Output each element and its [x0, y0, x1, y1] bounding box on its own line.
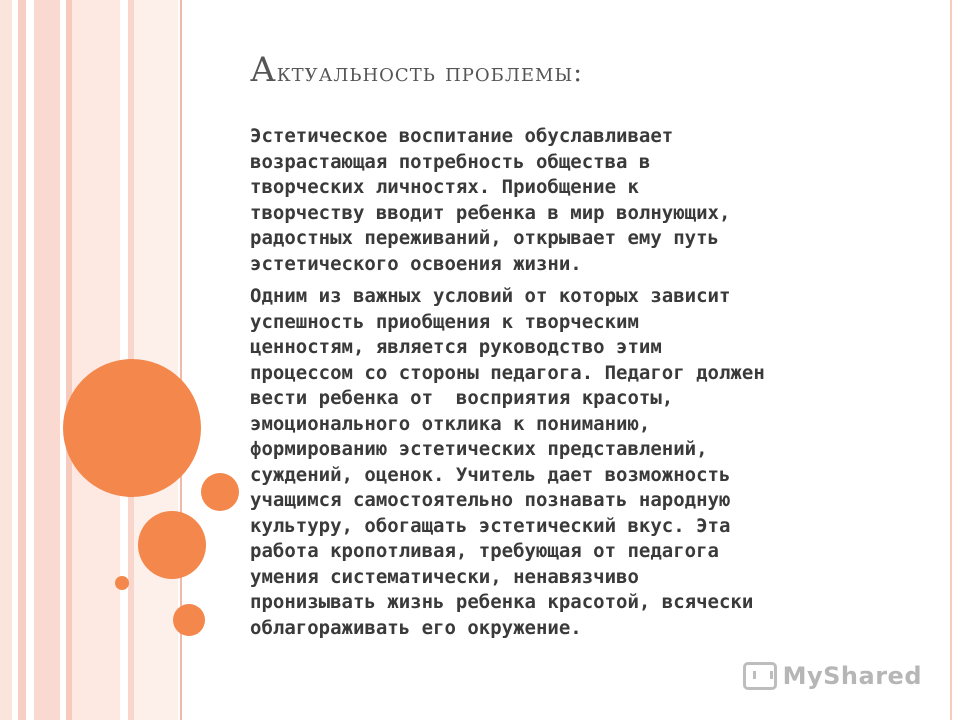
text-line: пронизывать жизнь ребенка красотой, всячески	[250, 591, 754, 613]
text-line: культуру, обогащать эстетический вкус. Эта	[250, 514, 731, 537]
text-line: учащимся самостоятельно познавать народную	[250, 489, 731, 511]
text-line: облагораживать его окружение.	[250, 616, 582, 639]
text-line: творческих личностях. Приобщение к	[250, 176, 639, 198]
text-line: работа кропотливая, требующая от педагога	[250, 540, 719, 562]
decorative-circle-medium	[138, 511, 206, 579]
slide-body	[250, 124, 920, 648]
text-line: творчеству вводит ребенка в мир волнующих,	[250, 201, 731, 224]
decorative-right-line	[950, 0, 952, 720]
text-line: суждений, оценок. Учитель дает возможность	[250, 463, 731, 486]
paragraph-2	[250, 284, 920, 641]
slide-title: Актуальность проблемы:	[250, 50, 583, 90]
text-line: ценностям, является руководство этим	[250, 336, 662, 358]
presentation-icon	[743, 662, 777, 690]
watermark-logo	[743, 662, 922, 690]
decorative-stripes	[0, 0, 190, 720]
decorative-circle-small	[201, 473, 239, 511]
text-line: вести ребенка от восприятия красоты,	[250, 387, 674, 409]
text-line: Эстетическое воспитание обуславливает	[250, 125, 674, 147]
watermark-text: MyShared	[782, 662, 922, 690]
text-line: умения систематически, ненавязчиво	[250, 565, 639, 588]
decorative-circle-large	[63, 359, 201, 497]
text-line: радостных переживаний, открывает ему путь	[250, 227, 719, 249]
text-line: Одним из важных условий от которых зависит	[250, 285, 731, 307]
decorative-circle-small	[173, 604, 205, 636]
text-line: эстетического освоения жизни.	[250, 252, 582, 275]
decorative-circle-tiny	[115, 576, 129, 590]
text-line: возрастающая потребность общества в	[250, 150, 651, 173]
text-line: процессом со стороны педагога. Педагог должен	[250, 361, 765, 384]
paragraph-1	[250, 124, 920, 277]
text-line: успешность приобщения к творческим	[250, 310, 639, 333]
text-line: эмоционального отклика к пониманию,	[250, 412, 651, 435]
text-line: формированию эстетических представлений,	[250, 438, 708, 460]
